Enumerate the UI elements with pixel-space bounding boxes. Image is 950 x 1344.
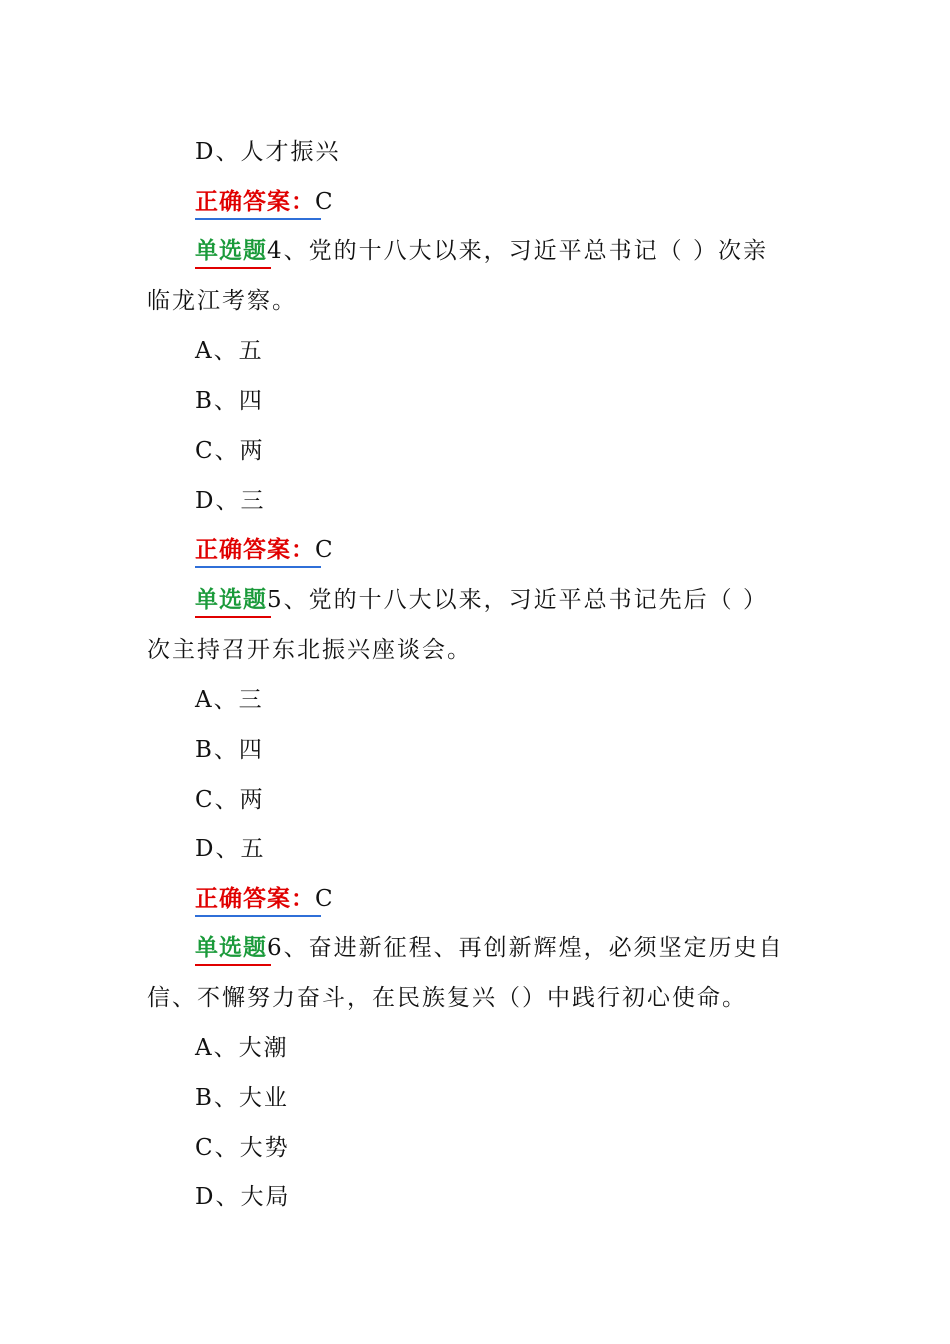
q6-option-d: D、大局	[195, 1184, 291, 1210]
q4-stem-text1: 4、党的十八大以来，习近平总书记（ ）次亲	[267, 238, 768, 264]
q4-answer-line	[195, 535, 335, 565]
q4-stem-line2: 临龙江考察。	[147, 288, 297, 314]
q5-type-label: 单选题	[195, 587, 267, 613]
q4-answer-value: C	[315, 537, 335, 563]
q5-answer-label: 正确答案：	[195, 886, 315, 912]
q5-option-d: D、五	[195, 836, 266, 862]
q3-answer-label: 正确答案：	[195, 189, 315, 215]
q4-type-label: 单选题	[195, 238, 267, 264]
q6-stem-line2: 信、不懈努力奋斗，在民族复兴（）中践行初心使命。	[147, 985, 747, 1011]
q5-stem-text1: 5、党的十八大以来，习近平总书记先后（ ）	[267, 587, 768, 613]
q5-option-a: A、三	[195, 687, 264, 713]
q5-option-c: C、两	[195, 787, 265, 813]
q4-stem-line1	[195, 236, 768, 266]
q6-option-b: B、大业	[195, 1085, 289, 1111]
q6-type-label: 单选题	[195, 935, 267, 961]
q6-option-c: C、大势	[195, 1135, 290, 1161]
q3-option-d: D、人才振兴	[195, 139, 341, 165]
q4-option-a: A、五	[195, 338, 264, 364]
q6-stem-line1	[195, 933, 784, 963]
q5-answer-line	[195, 884, 335, 914]
q3-answer-value: C	[315, 189, 335, 215]
q5-stem-line2: 次主持召开东北振兴座谈会。	[147, 637, 472, 663]
q4-answer-label: 正确答案：	[195, 537, 315, 563]
q5-option-b: B、四	[195, 737, 264, 763]
q6-stem-text1: 6、奋进新征程、再创新辉煌，必须坚定历史自	[267, 935, 784, 961]
q4-option-c: C、两	[195, 438, 265, 464]
q4-option-d: D、三	[195, 488, 266, 514]
q3-answer-line	[195, 187, 335, 217]
q5-stem-line1	[195, 585, 768, 615]
q4-option-b: B、四	[195, 388, 264, 414]
q6-option-a: A、大潮	[195, 1035, 289, 1061]
q5-answer-value: C	[315, 886, 335, 912]
